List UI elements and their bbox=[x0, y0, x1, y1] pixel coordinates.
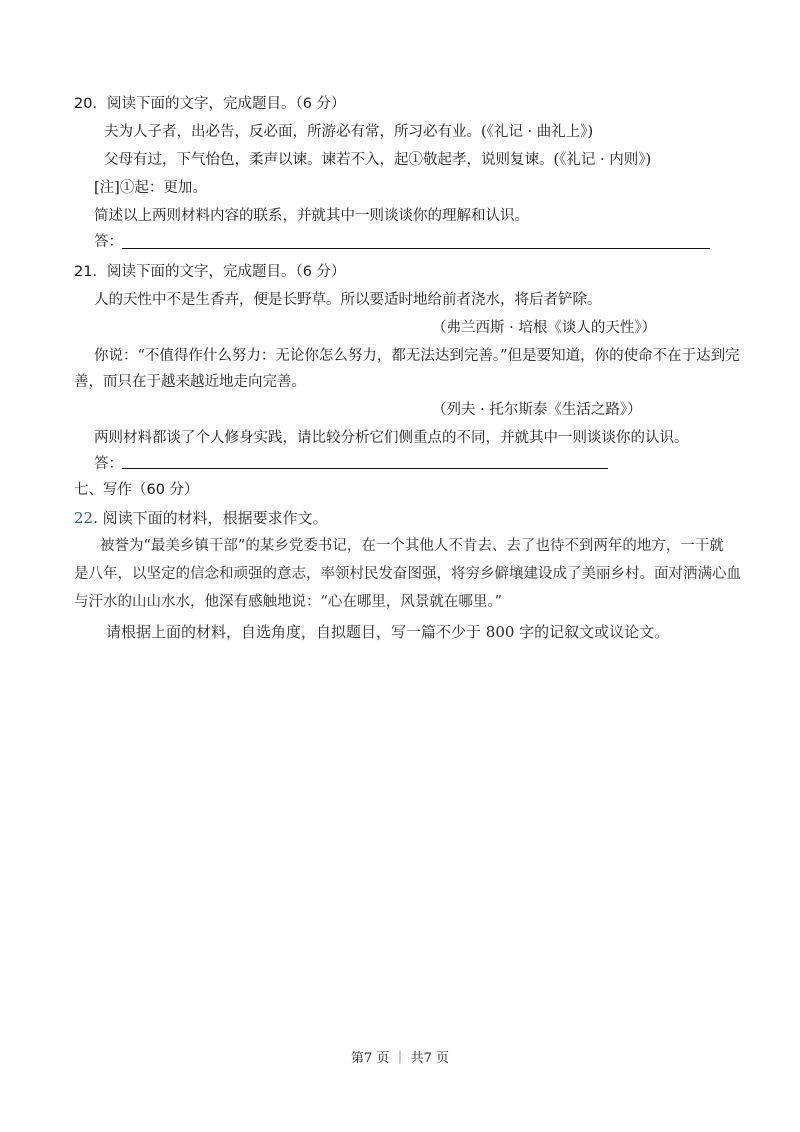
q20-answer-line[interactable] bbox=[122, 248, 710, 249]
page-footer: 第7 页 ｜ 共7 页 bbox=[350, 1051, 450, 1066]
q22-instruction: 请根据上面的材料，自选角度，自拟题目，写一篇不少于 800 字的记叙文或议论文。 bbox=[106, 623, 670, 641]
q22-paragraph-line-2: 是八年，以坚定的信念和顽强的意志，率领村民发奋图强，将穷乡僻壤建设成了美丽乡村。面对洒满心血 bbox=[74, 566, 741, 582]
q22-number: 22 bbox=[74, 509, 94, 527]
q21-material-2a: 你说：“不值得作什么努力：无论你怎么努力，都无法达到完善。”但是要知道，你的使命不在于达到完 bbox=[94, 348, 740, 364]
q21-source-2: （列夫 · 托尔斯泰《生活之路》） bbox=[432, 402, 642, 418]
q22-paragraph-line-3: 与汗水的山山水水，他深有感触地说：“心在哪里，风景就在哪里。” bbox=[74, 594, 503, 610]
q21-answer-label: 答： bbox=[94, 456, 123, 472]
section-7-title: 七、写作（60 分） bbox=[74, 482, 199, 498]
q21-answer-line[interactable] bbox=[122, 468, 608, 469]
q20-material-2: 父母有过，下气怡色，柔声以谏。谏若不入，起①敬起孝，说则复谏。(《礼记 · 内则》) bbox=[104, 152, 652, 168]
q21-material-2b: 善，而只在于越来越近地走向完善。 bbox=[74, 374, 306, 390]
q20-material-1: 夫为人子者，出必告，反必面，所游必有常，所习必有业。(《礼记 · 曲礼上》) bbox=[104, 124, 594, 140]
q20-note: [注]①起：更加。 bbox=[94, 180, 207, 196]
q21-header: 21．阅读下面的文字，完成题目。（6 分） bbox=[74, 264, 346, 280]
watermark-logo bbox=[597, 579, 743, 660]
q21-prompt: 两则材料都谈了个人修身实践，请比较分析它们侧重点的不同，并就其中一则谈谈你的认识。 bbox=[94, 430, 689, 446]
q20-prompt: 简述以上两则材料内容的联系，并就其中一则谈谈你的理解和认识。 bbox=[94, 208, 529, 224]
q22-header bbox=[74, 508, 328, 528]
q21-material-1: 人的天性中不是生香卉，便是长野草。所以要适时地给前者浇水，将后者铲除。 bbox=[94, 292, 602, 308]
q21-source-1: （弗兰西斯 · 培根《谈人的天性》） bbox=[432, 320, 657, 336]
q20-header: 20．阅读下面的文字，完成题目。（6 分） bbox=[74, 96, 346, 112]
q22-header-text: . 阅读下面的材料，根据要求作文。 bbox=[93, 509, 328, 527]
q22-paragraph-line-1: 被誉为“最美乡镇干部”的某乡党委书记，在一个其他人不肯去、去了也待不到两年的地方，一干就 bbox=[100, 538, 724, 554]
q20-answer-label: 答： bbox=[94, 234, 123, 250]
